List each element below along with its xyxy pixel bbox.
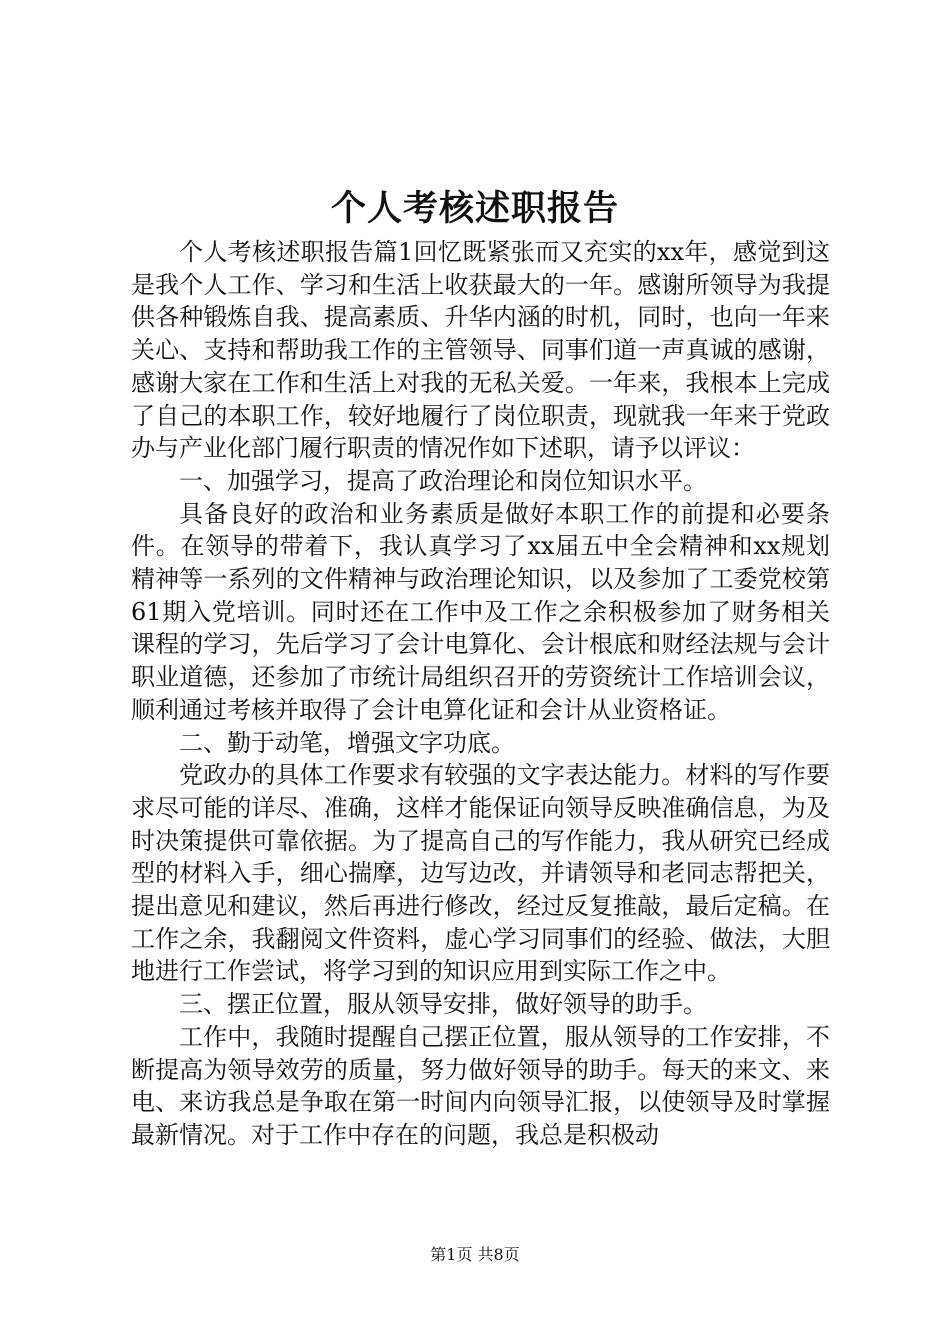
page-title: 个人考核述职报告 [330, 188, 619, 229]
page-footer [0, 1245, 950, 1265]
section-heading-3: 三、摆正位置，服从领导安排，做好领导的助手。 [179, 990, 707, 1019]
page-number: 第1页 [430, 1245, 473, 1264]
paragraph-section-1: 具备良好的政治和业务素质是做好本职工作的前提和必要条件。在领导的带着下，我认真学习了xx届五中全会精神和xx规划精神等一系列的文件精神与政治理论知识，以及参加了工委党校第61期入党培训。同时还在工作中及工作之余积极参加了财务相关课程的学习，先后学习了会计电算化、会计根底和财经法规与会计职业道德，还参加了市统计局组织召开的劳资统计工作培训会议，顺利通过考核并取得了会计电算化证和会计从业资格证。 [131, 499, 830, 724]
paragraph-section-3: 工作中，我随时提醒自己摆正位置，服从领导的工作安排，不断提高为领导效劳的质量，努力做好领导的助手。每天的来文、来电、来访我总是争取在第一时间内向领导汇报，以使领导及时掌握最新情况。对于工作中存在的问题，我总是积极动 [131, 1022, 830, 1149]
section-heading-1: 一、加强学习，提高了政治理论和岗位知识水平。 [179, 466, 707, 495]
page-total: 共8页 [477, 1245, 520, 1264]
document-body [131, 236, 830, 1152]
paragraph-intro: 个人考核述职报告篇1回忆既紧张而又充实的xx年，感觉到这是我个人工作、学习和生活上收获最大的一年。感谢所领导为我提供各种锻炼自我、提高素质、升华内涵的时机，同时，也向一年来关心、支持和帮助我工作的主管领导、同事们道一声真诚的感谢，感谢大家在工作和生活上对我的无私关爱。一年来，我根本上完成了自己的本职工作，较好地履行了岗位职责，现就我一年来于党政办与产业化部门履行职责的情况作如下述职，请予以评议： [131, 238, 830, 463]
section-heading-2: 二、勤于动笔，增强文字功底。 [179, 728, 515, 757]
paragraph-section-2: 党政办的具体工作要求有较强的文字表达能力。材料的写作要求尽可能的详尽、准确，这样才能保证向领导反映准确信息，为及时决策提供可靠依据。为了提高自己的写作能力，我从研究已经成型的材料入手，细心揣摩，边写边改，并请领导和老同志帮把关，提出意见和建议，然后再进行修改，经过反复推敲，最后定稿。在工作之余，我翻阅文件资料，虚心学习同事们的经验、做法，大胆地进行工作尝试，将学习到的知识应用到实际工作之中。 [131, 761, 830, 986]
